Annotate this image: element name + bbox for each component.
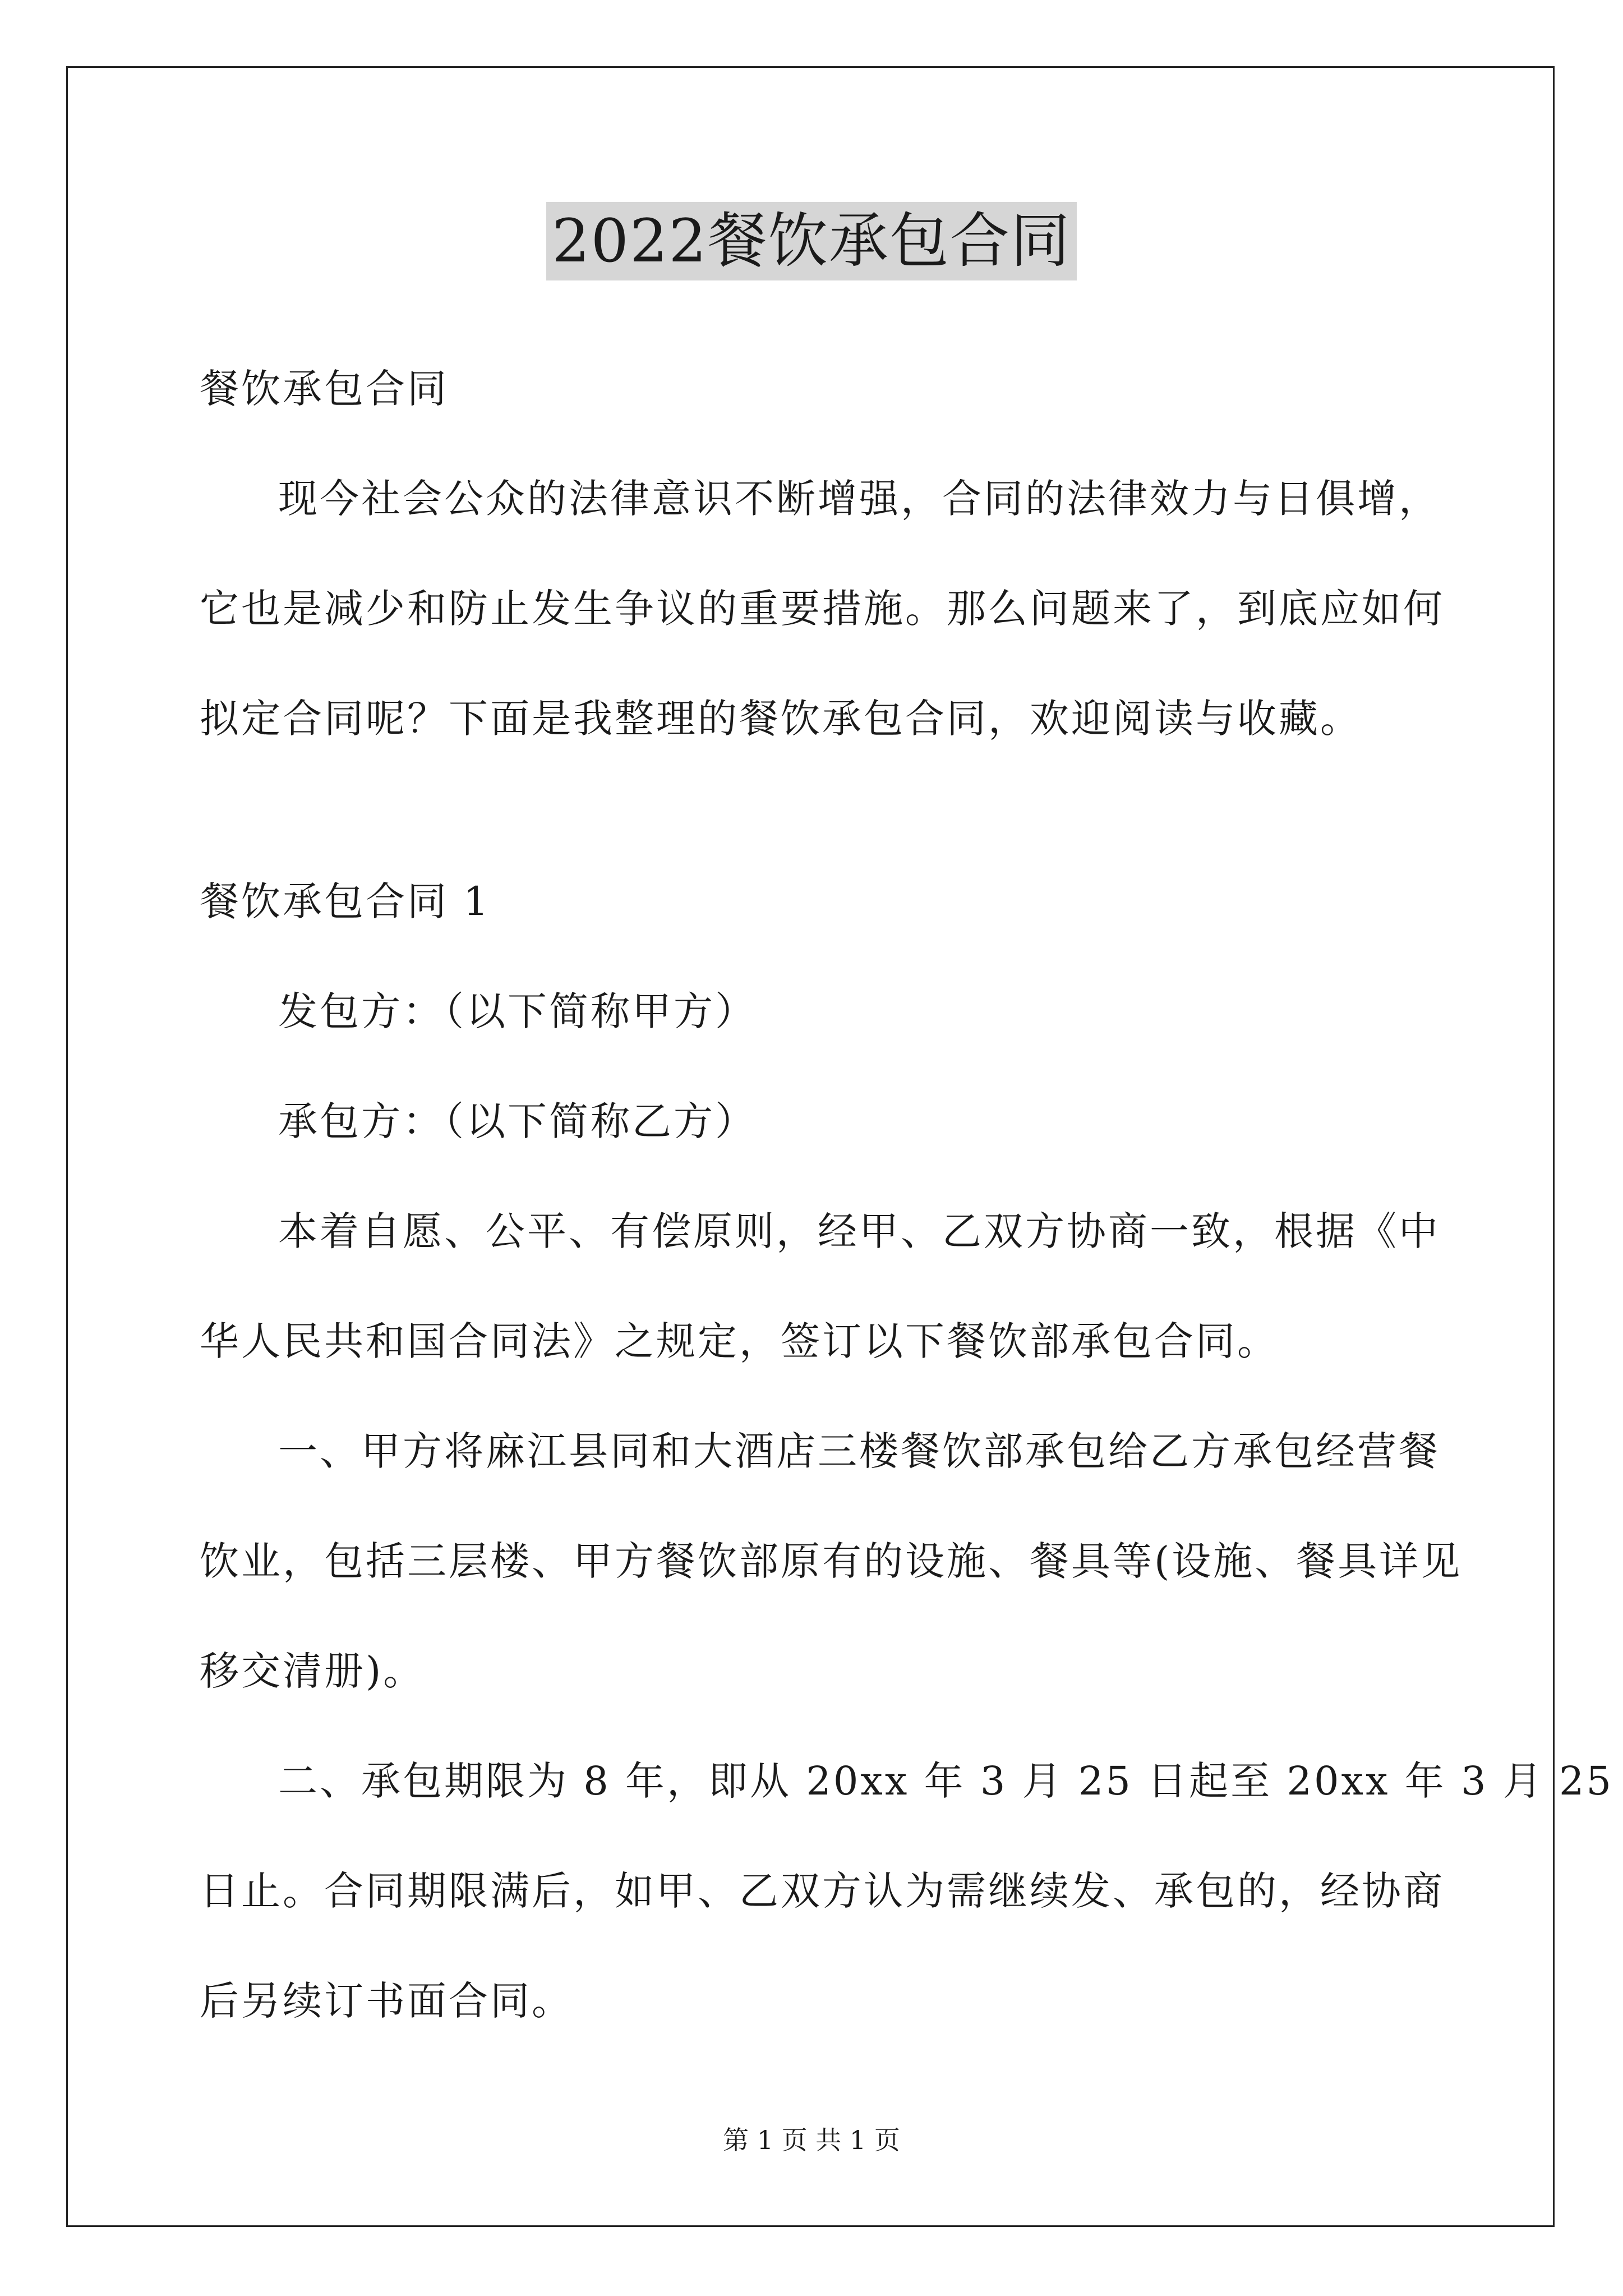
paragraph-line: 后另续订书面合同。: [200, 1978, 573, 2024]
section-heading: 餐饮承包合同 1: [200, 878, 491, 924]
paragraph-line: 拟定合同呢？下面是我整理的餐饮承包合同，欢迎阅读与收藏。: [200, 696, 1362, 742]
paragraph-line: 它也是减少和防止发生争议的重要措施。那么问题来了，到底应如何: [200, 586, 1445, 632]
paragraph-gap: [200, 774, 1428, 846]
section-heading: 餐饮承包合同: [200, 366, 449, 412]
paragraph-line: 移交清册)。: [200, 1648, 425, 1694]
document-title: 2022餐饮承包合同: [546, 202, 1077, 280]
paragraph-line: 一、甲方将麻江县同和大酒店三楼餐饮部承包给乙方承包经营餐: [278, 1428, 1440, 1474]
document-body: [200, 334, 1614, 2056]
paragraph-line: 二、承包期限为 8 年，即从 20xx 年 3 月 25 日起至 20xx 年 3 月 25: [278, 1758, 1614, 1804]
paragraph-line: 本着自愿、公平、有偿原则，经甲、乙双方协商一致，根据《中: [278, 1208, 1440, 1254]
paragraph-line: 华人民共和国合同法》之规定，签订以下餐饮部承包合同。: [200, 1318, 1279, 1364]
paragraph-line: 日止。合同期限满后，如甲、乙双方认为需继续发、承包的，经协商: [200, 1868, 1445, 1914]
paragraph-line: 承包方：（以下简称乙方）: [278, 1098, 757, 1144]
paragraph-line: 现今社会公众的法律意识不断增强，合同的法律效力与日俱增，: [278, 476, 1440, 522]
paragraph-line: 饮业，包括三层楼、甲方餐饮部原有的设施、餐具等(设施、餐具详见: [200, 1538, 1463, 1584]
paragraph-line: 发包方：（以下简称甲方）: [278, 988, 757, 1034]
page-footer: 第 1 页 共 1 页: [723, 2125, 900, 2155]
title-container: [0, 202, 1623, 280]
